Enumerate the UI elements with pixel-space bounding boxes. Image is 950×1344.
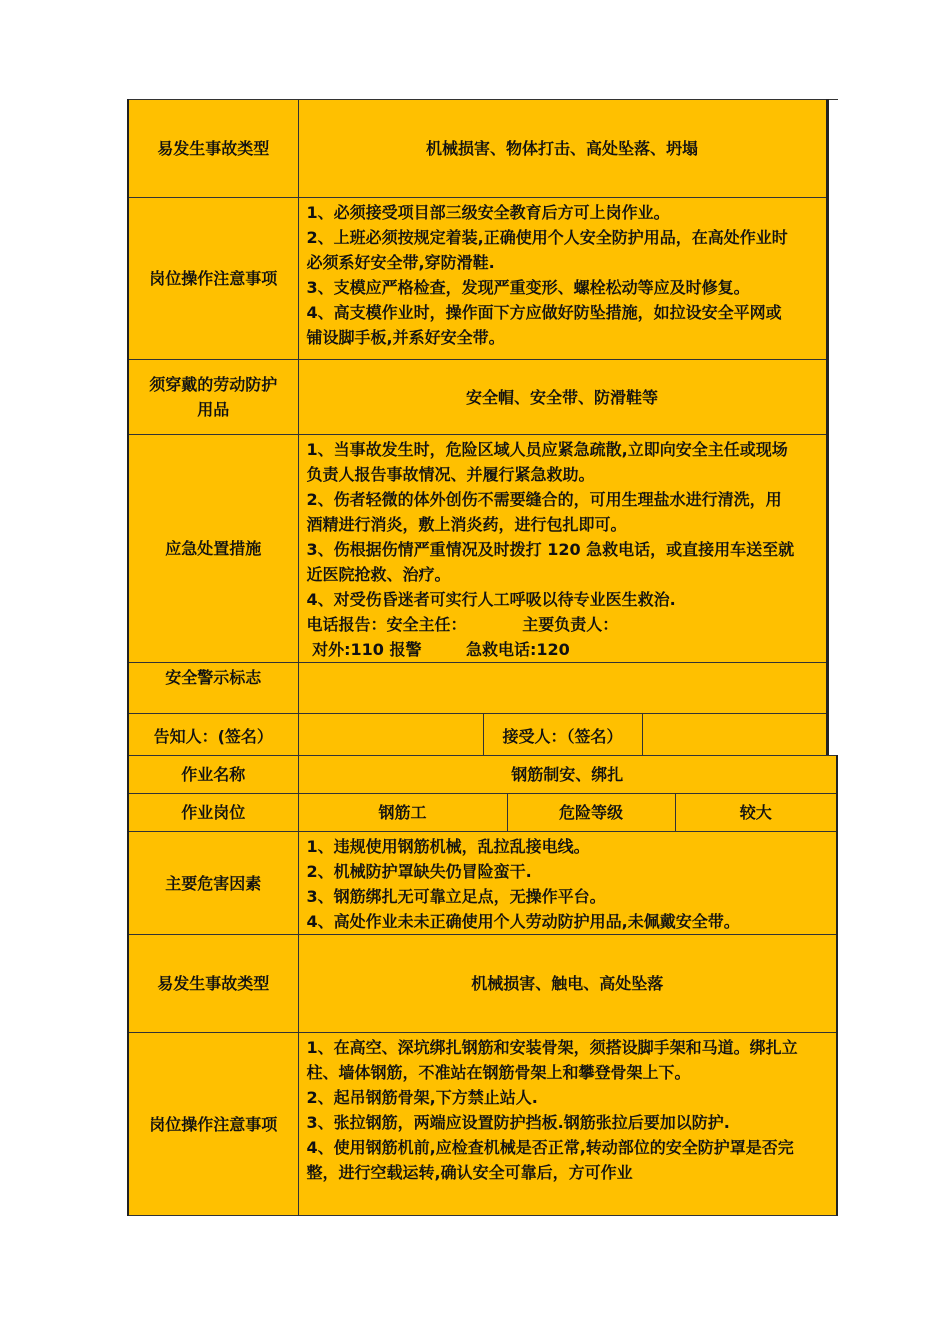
text-line: 近医院抢救、治疗。 bbox=[306, 565, 451, 584]
text-line: 必须系好安全带,穿防滑鞋. bbox=[306, 253, 495, 272]
text-line: 1、必须接受项目部三级安全教育后方可上岗作业。 bbox=[306, 203, 670, 222]
text-line: 2、上班必须按规定着装,正确使用个人安全防护用品，在高处作业时 bbox=[306, 228, 788, 247]
table-row bbox=[128, 198, 827, 360]
text-line: 1、在高空、深坑绑扎钢筋和安装骨架，须搭设脚手架和马道。绑扎立 bbox=[306, 1038, 798, 1057]
operation-notes-label: 岗位操作注意事项 bbox=[128, 1033, 298, 1216]
text-line: 柱、墙体钢筋，不准站在钢筋骨架上和攀登骨架上下。 bbox=[306, 1063, 691, 1082]
table-row bbox=[128, 714, 827, 759]
operation-notes-label: 岗位操作注意事项 bbox=[128, 198, 298, 360]
risk-level-label: 危险等级 bbox=[507, 794, 675, 832]
accident-type-value: 机械损害、触电、高处坠落 bbox=[298, 935, 837, 1033]
text-line: 整，进行空载运转,确认安全可靠后，方可作业 bbox=[306, 1163, 633, 1182]
risk-level-value: 较大 bbox=[675, 794, 837, 832]
table-row bbox=[128, 663, 827, 714]
text-line: 须穿戴的劳动防护 bbox=[149, 375, 278, 394]
text-line: 4、对受伤昏迷者可实行人工呼吸以待专业医生救治. bbox=[306, 590, 676, 609]
text-line: 2、伤者轻微的体外创伤不需要缝合的，可用生理盐水进行清洗，用 bbox=[306, 490, 782, 509]
text-line: 酒精进行消炎，敷上消炎药，进行包扎即可。 bbox=[306, 515, 627, 534]
text-line: 对外:110 报警 急救电话:120 bbox=[306, 640, 570, 659]
text-line: 3、钢筋绑扎无可靠立足点，无操作平台。 bbox=[306, 887, 606, 906]
operation-notes-text bbox=[298, 1033, 837, 1216]
text-line: 2、起吊钢筋骨架,下方禁止站人. bbox=[306, 1088, 538, 1107]
accident-type-label: 易发生事故类型 bbox=[128, 100, 298, 198]
text-line: 3、伤根据伤情严重情况及时拨打 120 急救电话，或直接用车送至就 bbox=[306, 540, 795, 559]
job-post-value: 钢筋工 bbox=[298, 794, 507, 832]
table-row bbox=[128, 100, 827, 198]
text-line: 铺设脚手板,并系好安全带。 bbox=[306, 328, 505, 347]
text-line: 电话报告：安全主任： 主要负责人： bbox=[306, 615, 619, 634]
table-row bbox=[128, 935, 837, 1033]
text-line: 1、当事故发生时，危险区域人员应紧急疏散,立即向安全主任或现场 bbox=[306, 440, 788, 459]
text-line: 4、高支模作业时，操作面下方应做好防坠措施，如拉设安全平网或 bbox=[306, 303, 782, 322]
text-line: 4、使用钢筋机前,应检查机械是否正常,转动部位的安全防护罩是否完 bbox=[306, 1138, 794, 1157]
notifier-signature-field[interactable] bbox=[298, 714, 483, 759]
operation-notes-text bbox=[298, 198, 827, 360]
hazards-label: 主要危害因素 bbox=[128, 832, 298, 935]
receiver-signature-field[interactable] bbox=[642, 714, 827, 759]
job-name-value: 钢筋制安、绑扎 bbox=[298, 756, 837, 794]
job-name-label: 作业名称 bbox=[128, 756, 298, 794]
table-row bbox=[128, 1033, 837, 1216]
warning-sign-label: 安全警示标志 bbox=[128, 663, 298, 714]
safety-table-lower bbox=[127, 755, 838, 1216]
text-line: 2、机械防护罩缺失仍冒险蛮干. bbox=[306, 862, 532, 881]
text-line: 1、违规使用钢筋机械，乱拉乱接电线。 bbox=[306, 837, 590, 856]
ppe-label bbox=[128, 360, 298, 435]
text-line: 4、高处作业未未正确使用个人劳动防护用品,未佩戴安全带。 bbox=[306, 912, 740, 931]
ppe-value: 安全帽、安全带、防滑鞋等 bbox=[298, 360, 827, 435]
emergency-label: 应急处置措施 bbox=[128, 435, 298, 663]
hazards-text bbox=[298, 832, 837, 935]
text-line: 3、支模应严格检查，发现严重变形、螺栓松动等应及时修复。 bbox=[306, 278, 750, 297]
text-line: 3、张拉钢筋，两端应设置防护挡板.钢筋张拉后要加以防护. bbox=[306, 1113, 730, 1132]
emergency-text bbox=[298, 435, 827, 663]
accident-type-label: 易发生事故类型 bbox=[128, 935, 298, 1033]
job-post-label: 作业岗位 bbox=[128, 794, 298, 832]
notifier-label: 告知人：(签名） bbox=[128, 714, 298, 759]
table-row bbox=[128, 756, 837, 794]
table-row bbox=[128, 794, 837, 832]
text-line: 用品 bbox=[197, 400, 230, 419]
accident-type-value: 机械损害、物体打击、高处坠落、坍塌 bbox=[298, 100, 827, 198]
safety-table-upper bbox=[127, 99, 829, 759]
warning-sign-value bbox=[298, 663, 827, 714]
table-row bbox=[128, 360, 827, 435]
receiver-label: 接受人：（签名） bbox=[483, 714, 642, 759]
table-row bbox=[128, 435, 827, 663]
text-line: 负责人报告事故情况、并履行紧急救助。 bbox=[306, 465, 595, 484]
table-row bbox=[128, 832, 837, 935]
